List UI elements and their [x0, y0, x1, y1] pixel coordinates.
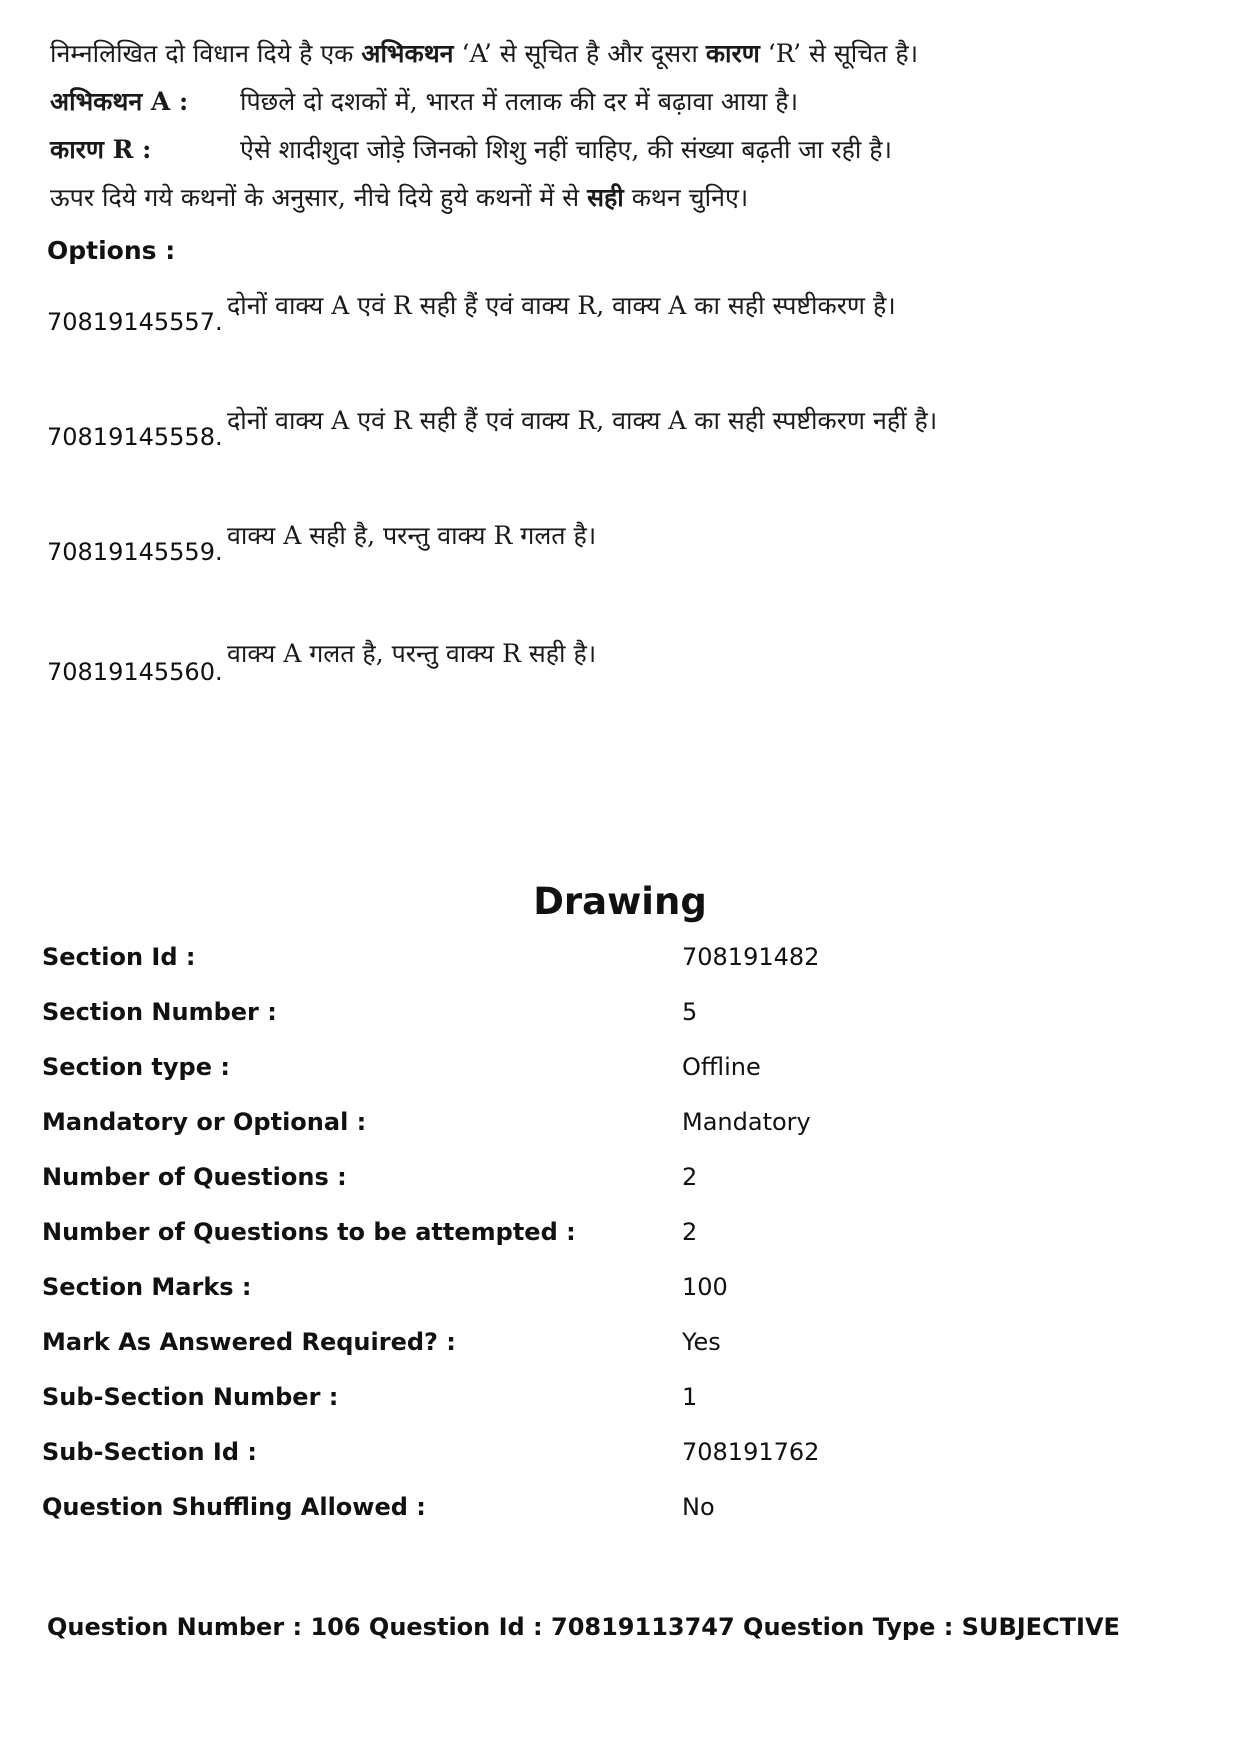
option-text: वाक्य A गलत है, परन्तु वाक्य R सही है। [227, 639, 597, 668]
option-id: 70819145558. [47, 423, 223, 451]
option-text: दोनों वाक्य A एवं R सही हैं एवं वाक्य R, वाक्य A का सही स्पष्टीकरण नहीं है। [227, 406, 938, 435]
assertion-text: पिछले दो दशकों में, भारत में तलाक की दर में बढ़ावा आया है। [240, 87, 799, 116]
assertion-line [50, 78, 1050, 126]
detail-row: Mark As Answered Required? : Yes [42, 1328, 721, 1356]
detail-row: Section Id : 708191482 [42, 943, 820, 971]
detail-row: Section type : Offline [42, 1053, 761, 1081]
detail-row: Mandatory or Optional : Mandatory [42, 1108, 811, 1136]
instruction-line: ऊपर दिये गये कथनों के अनुसार, नीचे दिये हुये कथनों में से सही कथन चुनिए। [50, 183, 749, 212]
section-details [42, 943, 1192, 1548]
option-id: 70819145557. [47, 308, 223, 336]
assertion-label: अभिकथन A : [50, 87, 189, 116]
options-label: Options : [47, 236, 176, 265]
option-item[interactable] [47, 518, 1197, 598]
option-item[interactable] [47, 288, 1197, 368]
next-question-header: Question Number : 106 Question Id : 70819113747 Question Type : SUBJECTIVE [47, 1613, 1120, 1641]
reason-line [50, 126, 1050, 174]
question-stem [50, 30, 1050, 222]
detail-row: Section Marks : 100 [42, 1273, 728, 1301]
reason-label: कारण R : [50, 135, 152, 164]
detail-row: Question Shuffling Allowed : No [42, 1493, 715, 1521]
option-text: दोनों वाक्य A एवं R सही हैं एवं वाक्य R, वाक्य A का सही स्पष्टीकरण है। [227, 291, 896, 320]
reason-text: ऐसे शादीशुदा जोड़े जिनको शिशु नहीं चाहिए, की संख्या बढ़ती जा रही है। [240, 135, 893, 164]
detail-row: Number of Questions : 2 [42, 1163, 698, 1191]
section-title: Drawing [533, 880, 707, 923]
detail-row: Sub-Section Id : 708191762 [42, 1438, 820, 1466]
option-id: 70819145559. [47, 538, 223, 566]
option-text: वाक्य A सही है, परन्तु वाक्य R गलत है। [227, 521, 597, 550]
detail-row: Number of Questions to be attempted : 2 [42, 1218, 698, 1246]
option-id: 70819145560. [47, 658, 223, 686]
detail-row: Sub-Section Number : 1 [42, 1383, 698, 1411]
option-item[interactable] [47, 403, 1197, 483]
detail-row: Section Number : 5 [42, 998, 698, 1026]
option-item[interactable] [47, 636, 1197, 716]
stem-intro: निम्नलिखित दो विधान दिये है एक अभिकथन ‘A’ से सूचित है और दूसरा कारण ‘R’ से सूचित है। [50, 39, 919, 68]
